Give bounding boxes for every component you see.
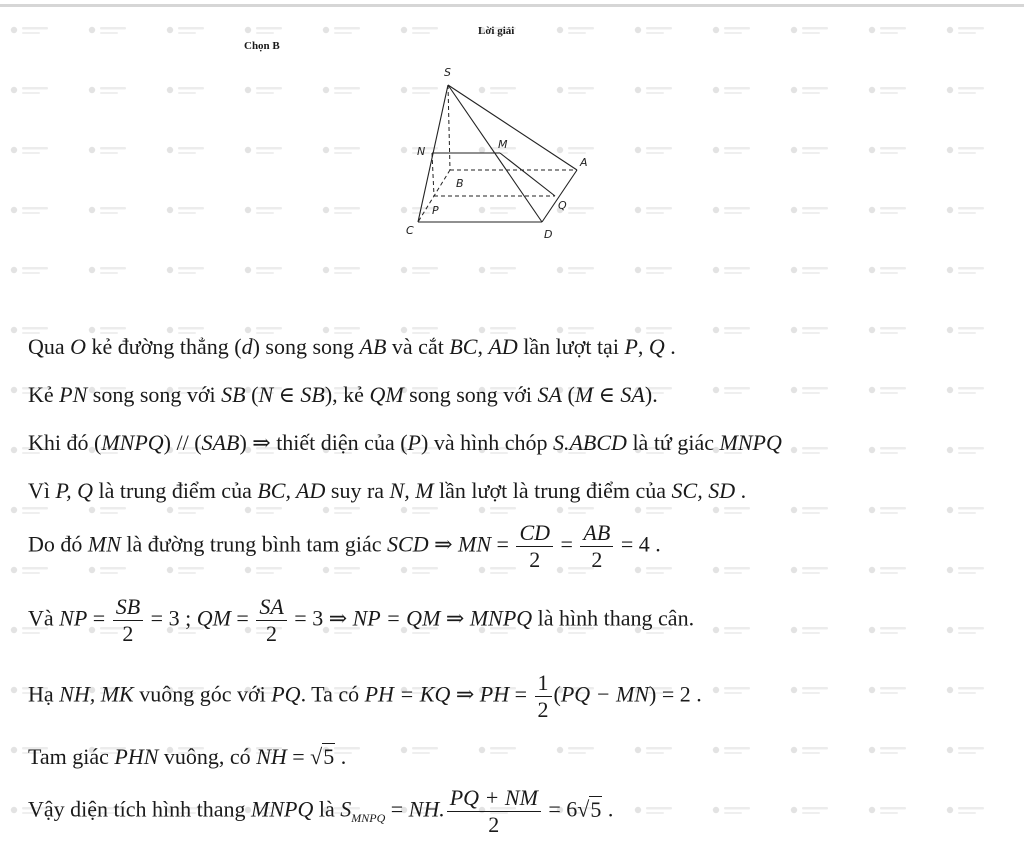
label-B: B [456,177,464,190]
text: . [602,796,614,822]
math: PQ [271,681,301,707]
denominator: 2 [122,621,134,646]
solution-line-5 [28,520,661,573]
sqrt-radicand: 5 [323,744,335,769]
fraction-sb-2 [113,594,143,647]
solution-line-8 [28,743,346,771]
text: = [87,605,111,631]
text: = 6√ [542,796,590,822]
math: MNPQ [719,430,782,455]
solution-title: Lời giải [478,25,515,37]
fraction-cd-2 [516,520,553,573]
math: PN [59,382,88,407]
paren: ( [94,430,102,455]
text: là hình thang cân. [532,605,695,631]
math: NP [59,605,88,631]
math: QM [369,382,404,407]
math: N ∈ SB [258,382,325,407]
text: . [664,334,676,359]
math: NH [256,744,287,769]
text: = [491,531,515,557]
text: lần lượt tại [517,334,625,359]
math: SB [221,382,246,407]
math: PH [479,681,510,707]
text: = √ [286,744,323,769]
text: ) ⇒ thiết diện của [239,430,401,455]
text: ( [245,382,259,407]
text: . [735,478,747,503]
solution-line-7 [28,670,702,723]
text: là [313,796,341,822]
denominator: 2 [591,547,603,572]
math: SAB [201,430,240,455]
text: là tứ giác [626,430,720,455]
paren: ( [553,681,561,707]
label-A: A [580,156,588,169]
math: PH = KQ [364,681,451,707]
text: Hạ [28,681,60,707]
math: BC [449,334,478,359]
text: ⇒ [440,605,470,631]
label-M: M [498,138,508,151]
text: song song với [403,382,538,407]
paren: ) [421,430,429,455]
numerator: SA [256,594,286,621]
solution-line-3 [28,429,782,457]
text: Và [28,605,60,631]
text: suy ra [325,478,390,503]
math: M ∈ SA [574,382,645,407]
numerator: CD [516,520,553,547]
text: Kẻ [28,382,60,407]
text: ) = 2 . [649,681,702,707]
text: , [477,334,489,359]
math: P, Q [55,478,93,503]
fraction-ab-2 [580,520,613,573]
text: Khi đó [28,430,94,455]
solution-line-2 [28,381,658,409]
math: SCD [387,531,429,557]
math: MNPQ [101,430,164,455]
text: vuông góc với [133,681,272,707]
solution-line-6 [28,594,694,647]
denominator: 2 [488,812,500,837]
text: = [230,605,255,631]
math: BC, AD [257,478,326,503]
text: Tam giác [28,744,115,769]
text: = [385,796,409,822]
math: S.ABCD [552,430,627,455]
paren: ( [234,334,242,359]
text: Vậy diện tích hình thang [28,796,252,822]
math: AD [488,334,518,359]
math: SA [537,382,562,407]
math: Q [648,334,665,359]
math: AB [359,334,387,359]
text: ) // ( [163,430,202,455]
text: Qua [28,334,71,359]
text: . [335,744,347,769]
fraction-pq-nm-2 [447,785,541,838]
text: vuông, có [158,744,257,769]
math: MN [458,531,492,557]
solution-line-4 [28,477,746,505]
text: = [555,531,579,557]
text: ⇒ [450,681,480,707]
math: O [70,334,87,359]
math: PQ − MN [560,681,650,707]
math: NP = QM [352,605,441,631]
text: Vì [28,478,56,503]
text: lần lượt là trung điểm của [433,478,672,503]
math: P [407,430,421,455]
pyramid-figure [390,60,600,245]
denominator: 2 [266,621,278,646]
solution-line-9 [28,785,613,838]
fraction-sa-2 [256,594,286,647]
text: = 4 . [615,531,661,557]
paren: ( [400,430,408,455]
denominator: 2 [529,547,541,572]
math: MNPQ [251,796,314,822]
text: ⇒ [428,531,459,557]
pyramid-diagram [390,60,600,245]
math: d [241,334,253,359]
math: MNPQ [469,605,533,631]
math: SC, SD [671,478,736,503]
text: . Ta có [300,681,365,707]
label-Q: Q [558,199,567,212]
label-N: N [417,145,426,158]
text: = 3 ⇒ [288,605,353,631]
text: ). [644,382,658,407]
math: NH. [408,796,445,822]
text: là trung điểm của [93,478,258,503]
text: và cắt [386,334,450,359]
label-P: P [432,204,439,217]
text: , [637,334,649,359]
text: ), kẻ [324,382,370,407]
sqrt-radicand: 5 [590,796,602,822]
numerator: SB [113,594,143,621]
text: = 3 ; [145,605,197,631]
segment-NP [432,153,434,196]
paren: ) [252,334,260,359]
text: = [509,681,533,707]
math: PHN [114,744,159,769]
subscript: MNPQ [351,810,386,825]
math: N, M [389,478,434,503]
math: NH, MK [59,681,134,707]
text: song song [259,334,360,359]
numerator: PQ + NM [447,785,541,812]
math: S [340,796,352,822]
label-D: D [544,228,553,241]
segment-MQ [500,153,555,196]
fraction-1-2 [535,670,552,723]
numerator: AB [580,520,613,547]
numerator: 1 [535,670,552,697]
text: Do đó [28,531,88,557]
math: MN [87,531,121,557]
text: ( [561,382,575,407]
edge-SA [448,85,577,170]
text: song song với [87,382,222,407]
label-S: S [444,66,451,79]
answer-label: Chọn B [244,40,280,52]
label-C: C [406,224,414,237]
math: P [624,334,638,359]
text: là đường trung bình tam giác [120,531,388,557]
text: và hình chóp [428,430,553,455]
solution-line-1 [28,333,676,361]
text: kẻ đường thẳng [86,334,235,359]
edge-SB [448,85,450,170]
math: QM [196,605,231,631]
denominator: 2 [537,697,549,722]
